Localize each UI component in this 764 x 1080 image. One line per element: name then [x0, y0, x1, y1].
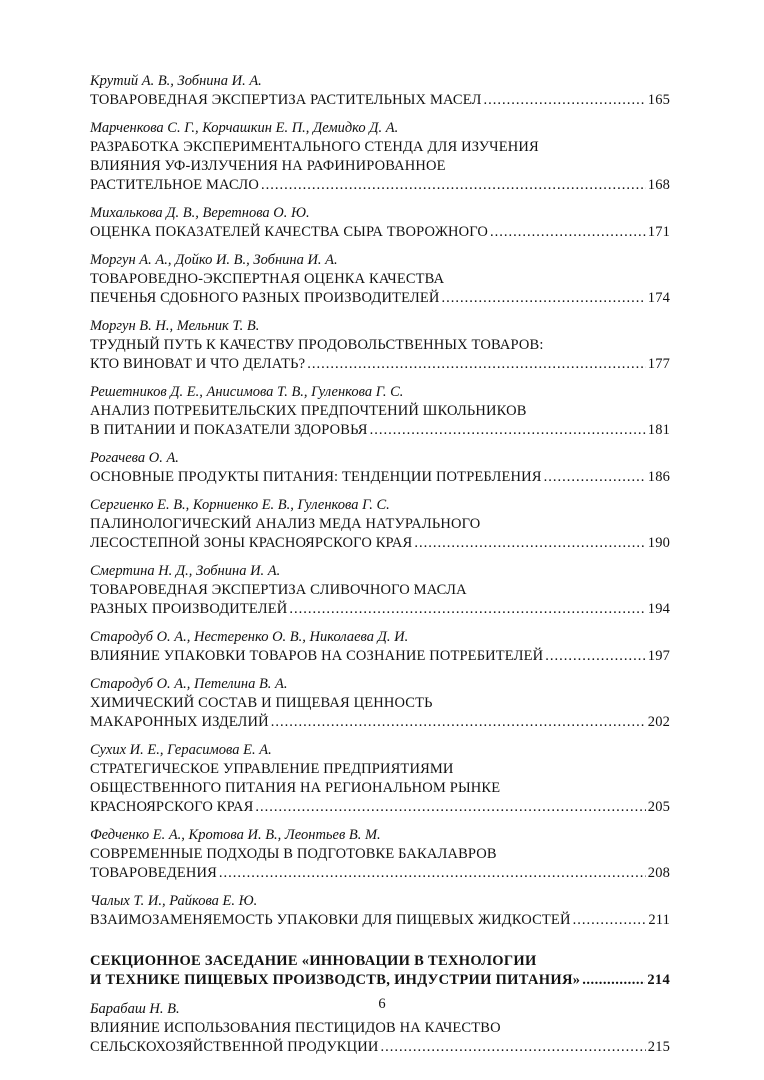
entry-title-text: В ПИТАНИИ И ПОКАЗАТЕЛИ ЗДОРОВЬЯ: [90, 422, 368, 438]
entry-title-text: РАЗНЫХ ПРОИЗВОДИТЕЛЕЙ: [90, 601, 288, 617]
entry-authors: Барабаш Н. В.: [90, 1001, 180, 1017]
entry-title-last-line: [90, 355, 670, 374]
toc-entry: [90, 675, 670, 732]
entry-page-number: 197: [647, 648, 670, 664]
entry-page-number: 171: [647, 224, 670, 240]
entry-title-line: ВЛИЯНИЯ УФ-ИЗЛУЧЕНИЯ НА РАФИНИРОВАННОЕ: [90, 158, 446, 174]
toc-entry: [90, 496, 670, 553]
entry-authors: Федченко Е. А., Кротова И. В., Леонтьев В. М.: [90, 827, 381, 843]
toc-entry: [90, 251, 670, 308]
entry-title-text: ВЗАИМОЗАМЕНЯЕМОСТЬ УПАКОВКИ ДЛЯ ПИЩЕВЫХ ЖИДКОСТЕЙ: [90, 912, 571, 928]
toc-entry: [90, 449, 670, 487]
dot-leader: [261, 176, 646, 195]
entry-title-line: ТОВАРОВЕДНАЯ ЭКСПЕРТИЗА СЛИВОЧНОГО МАСЛА: [90, 582, 467, 598]
entry-authors: Михалькова Д. В., Веретнова О. Ю.: [90, 205, 310, 221]
entry-page-number: 177: [647, 356, 670, 372]
entry-authors: Стародуб О. А., Нестеренко О. В., Николаева Д. И.: [90, 629, 409, 645]
dot-leader: [545, 647, 646, 666]
entry-title-line: ПАЛИНОЛОГИЧЕСКИЙ АНАЛИЗ МЕДА НАТУРАЛЬНОГО: [90, 516, 481, 532]
entry-title-last-line: [90, 468, 670, 487]
entry-title-line: СОВРЕМЕННЫЕ ПОДХОДЫ В ПОДГОТОВКЕ БАКАЛАВРОВ: [90, 846, 497, 862]
toc-entry: [90, 119, 670, 195]
toc-entry: [90, 317, 670, 374]
toc-entry: [90, 562, 670, 619]
entry-title-text: РАСТИТЕЛЬНОЕ МАСЛО: [90, 177, 260, 193]
entry-title-last-line: [90, 911, 670, 930]
entry-title-line: АНАЛИЗ ПОТРЕБИТЕЛЬСКИХ ПРЕДПОЧТЕНИЙ ШКОЛЬНИКОВ: [90, 403, 527, 419]
table-of-contents: [90, 72, 670, 1066]
entry-title-text: КРАСНОЯРСКОГО КРАЯ: [90, 799, 254, 815]
entry-title-text: ЛЕСОСТЕПНОЙ ЗОНЫ КРАСНОЯРСКОГО КРАЯ: [90, 535, 413, 551]
entry-page-number: 181: [647, 422, 670, 438]
entry-title-text: МАКАРОННЫХ ИЗДЕЛИЙ: [90, 714, 269, 730]
entry-page-number: 190: [647, 535, 670, 551]
entry-title-text: ОЦЕНКА ПОКАЗАТЕЛЕЙ КАЧЕСТВА СЫРА ТВОРОЖНОГО: [90, 224, 488, 240]
dot-leader: [219, 864, 646, 883]
dot-leader: [307, 355, 646, 374]
entry-title-last-line: [90, 534, 670, 553]
page-number: 6: [378, 996, 386, 1012]
entry-page-number: 165: [647, 92, 670, 108]
entry-page-number: 168: [647, 177, 670, 193]
entry-authors: Моргун А. А., Дойко И. В., Зобнина И. А.: [90, 252, 338, 268]
entry-title-text: ПЕЧЕНЬЯ СДОБНОГО РАЗНЫХ ПРОИЗВОДИТЕЛЕЙ: [90, 290, 440, 306]
toc-entry: [90, 204, 670, 242]
entry-title-last-line: [90, 1038, 670, 1057]
entry-page-number: 215: [647, 1039, 670, 1055]
entry-title-line: СТРАТЕГИЧЕСКОЕ УПРАВЛЕНИЕ ПРЕДПРИЯТИЯМИ: [90, 761, 454, 777]
entry-title-last-line: [90, 713, 670, 732]
section-heading: [90, 952, 670, 990]
entry-page-number: 194: [647, 601, 670, 617]
dot-leader: [380, 1038, 645, 1057]
entry-title-last-line: [90, 421, 670, 440]
entry-page-number: 174: [647, 290, 670, 306]
entry-title-last-line: [90, 223, 670, 242]
dot-leader: [271, 713, 646, 732]
entry-page-number: 202: [647, 714, 670, 730]
toc-entry: [90, 628, 670, 666]
entry-authors: Стародуб О. А., Петелина В. А.: [90, 676, 288, 692]
entry-authors: Чалых Т. И., Райкова Е. Ю.: [90, 893, 258, 909]
entry-page-number: 211: [648, 912, 670, 928]
entry-title-line: ТРУДНЫЙ ПУТЬ К КАЧЕСТВУ ПРОДОВОЛЬСТВЕННЫХ ТОВАРОВ:: [90, 337, 544, 353]
dot-leader: [414, 534, 645, 553]
entry-authors: Моргун В. Н., Мельник Т. В.: [90, 318, 260, 334]
dot-leader: [484, 91, 646, 110]
toc-entry: [90, 383, 670, 440]
section-title-text: И ТЕХНИКЕ ПИЩЕВЫХ ПРОИЗВОДСТВ, ИНДУСТРИИ ПИТАНИЯ»: [90, 972, 581, 988]
entry-authors: Смертина Н. Д., Зобнина И. А.: [90, 563, 281, 579]
section-title-line: СЕКЦИОННОЕ ЗАСЕДАНИЕ «ИННОВАЦИИ В ТЕХНОЛОГИИ: [90, 953, 537, 969]
dot-leader: [582, 971, 645, 990]
entry-title-last-line: [90, 176, 670, 195]
entry-page-number: 208: [647, 865, 670, 881]
entry-authors: Рогачева О. А.: [90, 450, 179, 466]
entry-title-last-line: [90, 600, 670, 619]
entry-title-text: КТО ВИНОВАТ И ЧТО ДЕЛАТЬ?: [90, 356, 306, 372]
entry-title-line: ТОВАРОВЕДНО-ЭКСПЕРТНАЯ ОЦЕНКА КАЧЕСТВА: [90, 271, 445, 287]
entry-title-text: ТОВАРОВЕДЕНИЯ: [90, 865, 217, 881]
entry-title-last-line: [90, 647, 670, 666]
toc-entry: [90, 892, 670, 930]
toc-entries: [90, 72, 670, 930]
entry-title-text: СЕЛЬСКОХОЗЯЙСТВЕННОЙ ПРОДУКЦИИ: [90, 1039, 379, 1055]
entry-authors: Сухих И. Е., Герасимова Е. А.: [90, 742, 272, 758]
section-title-last-line: [90, 971, 670, 990]
dot-leader: [573, 911, 647, 930]
toc-entry: [90, 72, 670, 110]
entry-title-text: ОСНОВНЫЕ ПРОДУКТЫ ПИТАНИЯ: ТЕНДЕНЦИИ ПОТРЕБЛЕНИЯ: [90, 469, 542, 485]
entry-title-text: ВЛИЯНИЕ УПАКОВКИ ТОВАРОВ НА СОЗНАНИЕ ПОТРЕБИТЕЛЕЙ: [90, 648, 544, 664]
entry-title-line: ВЛИЯНИЕ ИСПОЛЬЗОВАНИЯ ПЕСТИЦИДОВ НА КАЧЕСТВО: [90, 1020, 501, 1036]
entry-authors: Решетников Д. Е., Анисимова Т. В., Гуленкова Г. С.: [90, 384, 404, 400]
entry-title-last-line: [90, 864, 670, 883]
dot-leader: [289, 600, 645, 619]
toc-entry: [90, 826, 670, 883]
dot-leader: [442, 289, 646, 308]
entry-authors: Сергиенко Е. В., Корниенко Е. В., Гуленкова Г. С.: [90, 497, 390, 513]
dot-leader: [490, 223, 646, 242]
entry-page-number: 205: [647, 799, 670, 815]
section-page-number: 214: [647, 972, 670, 988]
entry-title-line: ОБЩЕСТВЕННОГО ПИТАНИЯ НА РЕГИОНАЛЬНОМ РЫНКЕ: [90, 780, 501, 796]
entry-title-last-line: [90, 798, 670, 817]
entry-authors: Крутий А. В., Зобнина И. А.: [90, 73, 262, 89]
dot-leader: [544, 468, 646, 487]
entry-title-line: РАЗРАБОТКА ЭКСПЕРИМЕНТАЛЬНОГО СТЕНДА ДЛЯ ИЗУЧЕНИЯ: [90, 139, 539, 155]
entry-title-last-line: [90, 289, 670, 308]
dot-leader: [370, 421, 646, 440]
dot-leader: [255, 798, 645, 817]
entry-page-number: 186: [647, 469, 670, 485]
toc-entry: [90, 741, 670, 817]
entry-authors: Марченкова С. Г., Корчашкин Е. П., Демидко Д. А.: [90, 120, 399, 136]
entry-title-last-line: [90, 91, 670, 110]
entry-title-line: ХИМИЧЕСКИЙ СОСТАВ И ПИЩЕВАЯ ЦЕННОСТЬ: [90, 695, 433, 711]
entry-title-text: ТОВАРОВЕДНАЯ ЭКСПЕРТИЗА РАСТИТЕЛЬНЫХ МАСЕЛ: [90, 92, 482, 108]
